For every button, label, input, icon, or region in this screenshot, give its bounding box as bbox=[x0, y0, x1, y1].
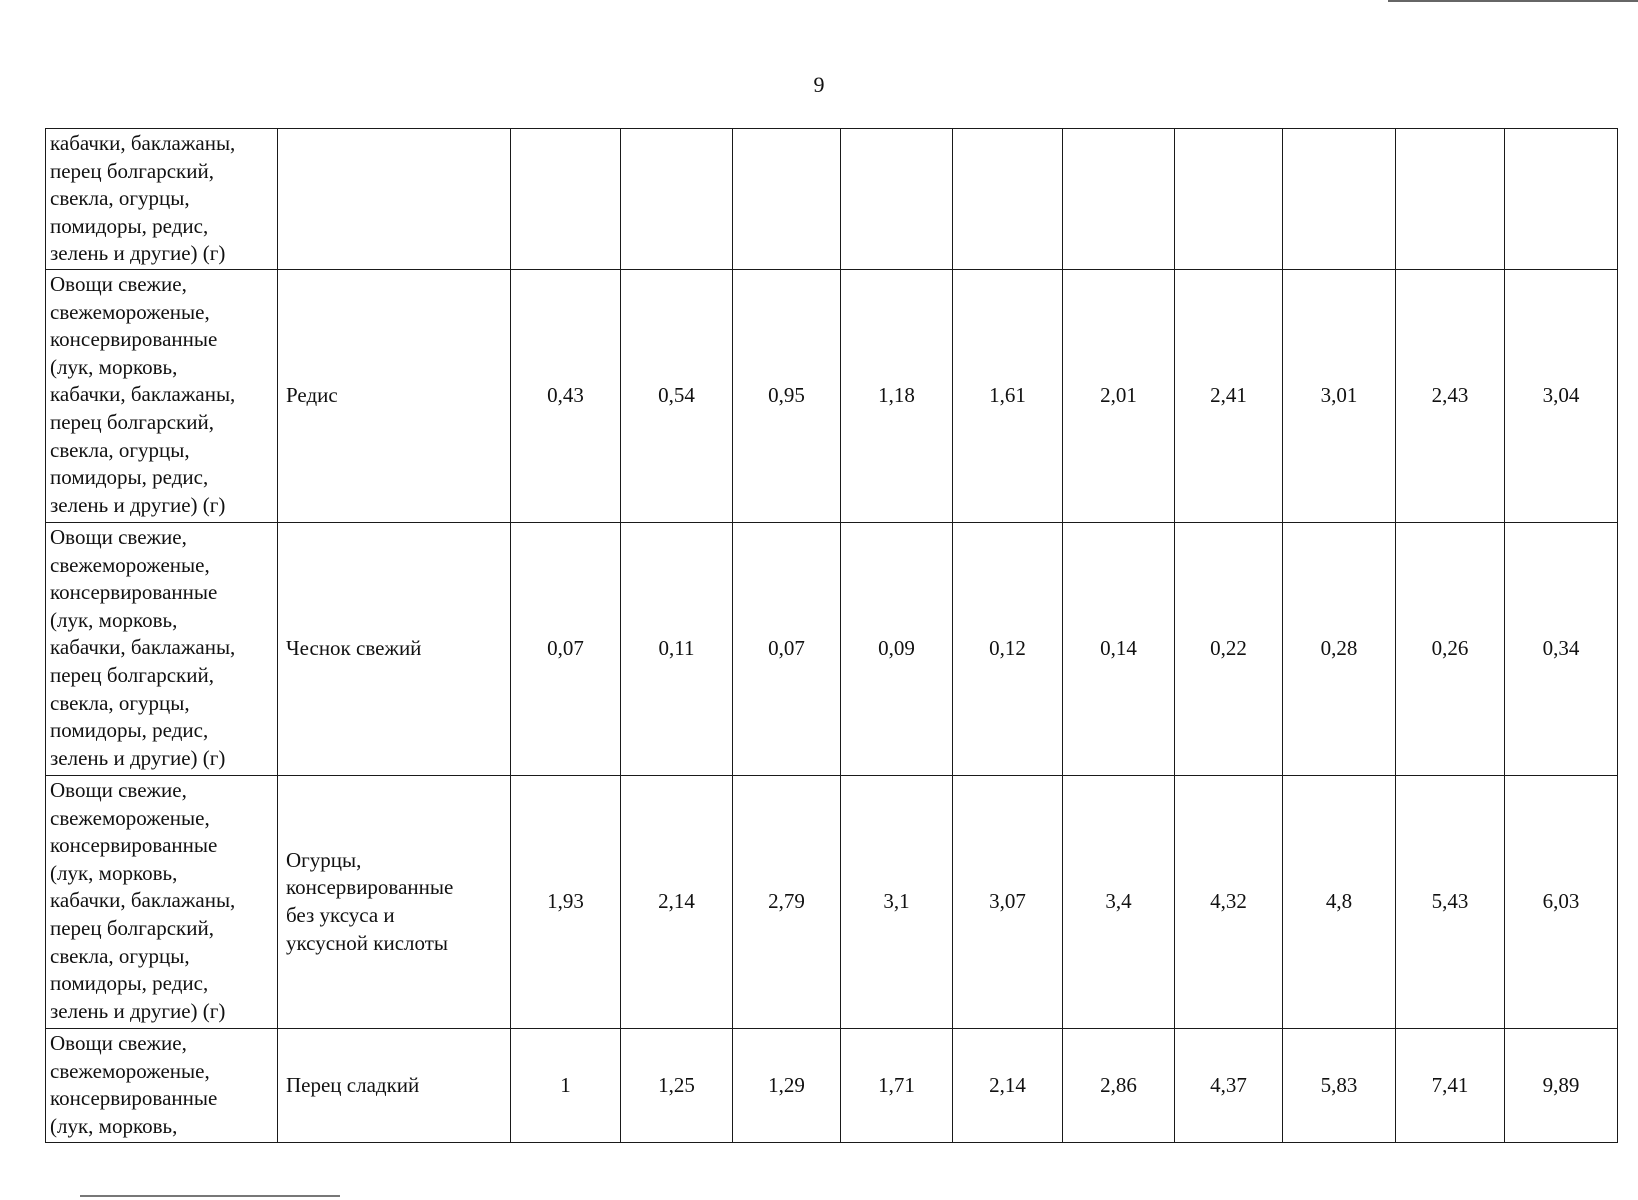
category-cell bbox=[46, 269, 278, 522]
value-cell: 1,93 bbox=[511, 775, 621, 1028]
product-name: Перец сладкий bbox=[286, 1072, 420, 1097]
value-cell: 3,07 bbox=[953, 775, 1063, 1028]
value-cell: 2,14 bbox=[953, 1028, 1063, 1142]
value-cell bbox=[841, 129, 953, 270]
value-cell bbox=[1175, 129, 1283, 270]
value-cell: 4,8 bbox=[1283, 775, 1396, 1028]
category-text: Овощи свежие, свежемороженые, консервированные (лук, морковь, кабачки, баклажаны, перец болгарский, свекла, огурцы, помидоры, редис, зелень и другие) (г) bbox=[50, 777, 236, 1023]
scan-edge-mark bbox=[1388, 0, 1638, 2]
table-container bbox=[45, 128, 1618, 1143]
value-cell: 4,37 bbox=[1175, 1028, 1283, 1142]
page-number: 9 bbox=[813, 72, 825, 97]
product-name-cell bbox=[278, 1028, 511, 1142]
category-cell bbox=[46, 522, 278, 775]
vegetables-table bbox=[45, 128, 1618, 1143]
value-cell: 1,25 bbox=[621, 1028, 733, 1142]
value-cell: 4,32 bbox=[1175, 775, 1283, 1028]
product-name-cell bbox=[278, 269, 511, 522]
value-cell: 0,11 bbox=[621, 522, 733, 775]
value-cell: 7,41 bbox=[1396, 1028, 1505, 1142]
value-cell: 0,14 bbox=[1063, 522, 1175, 775]
value-cell: 2,86 bbox=[1063, 1028, 1175, 1142]
value-cell: 9,89 bbox=[1505, 1028, 1618, 1142]
value-cell: 2,79 bbox=[733, 775, 841, 1028]
value-cell bbox=[953, 129, 1063, 270]
product-name: Огурцы, консервированные без уксуса и уксусной кислоты bbox=[286, 847, 454, 955]
value-cell: 0,09 bbox=[841, 522, 953, 775]
product-name-cell bbox=[278, 775, 511, 1028]
value-cell: 1,29 bbox=[733, 1028, 841, 1142]
value-cell bbox=[1505, 129, 1618, 270]
value-cell bbox=[511, 129, 621, 270]
value-cell bbox=[621, 129, 733, 270]
table-row bbox=[46, 522, 1618, 775]
value-cell bbox=[1396, 129, 1505, 270]
category-cell bbox=[46, 1028, 278, 1142]
value-cell: 0,26 bbox=[1396, 522, 1505, 775]
value-cell: 3,04 bbox=[1505, 269, 1618, 522]
value-cell: 6,03 bbox=[1505, 775, 1618, 1028]
value-cell bbox=[1283, 129, 1396, 270]
value-cell: 0,28 bbox=[1283, 522, 1396, 775]
value-cell: 1,71 bbox=[841, 1028, 953, 1142]
value-cell: 1,61 bbox=[953, 269, 1063, 522]
table-row bbox=[46, 1028, 1618, 1142]
table-row bbox=[46, 775, 1618, 1028]
value-cell: 0,07 bbox=[733, 522, 841, 775]
table-row bbox=[46, 269, 1618, 522]
value-cell: 2,01 bbox=[1063, 269, 1175, 522]
value-cell: 5,83 bbox=[1283, 1028, 1396, 1142]
table-row bbox=[46, 129, 1618, 270]
product-name-cell bbox=[278, 129, 511, 270]
value-cell: 0,07 bbox=[511, 522, 621, 775]
value-cell: 2,14 bbox=[621, 775, 733, 1028]
value-cell: 0,54 bbox=[621, 269, 733, 522]
value-cell bbox=[1063, 129, 1175, 270]
value-cell: 0,43 bbox=[511, 269, 621, 522]
value-cell: 3,01 bbox=[1283, 269, 1396, 522]
value-cell: 3,4 bbox=[1063, 775, 1175, 1028]
category-text: Овощи свежие, свежемороженые, консервированные (лук, морковь, кабачки, баклажаны, перец болгарский, свекла, огурцы, помидоры, редис, зелень и другие) (г) bbox=[50, 271, 236, 517]
product-name: Редис bbox=[286, 383, 338, 408]
category-text: Овощи свежие, свежемороженые, консервированные (лук, морковь, кабачки, баклажаны, перец болгарский, свекла, огурцы, помидоры, редис, зелень и другие) (г) bbox=[50, 524, 236, 770]
product-name: Чеснок свежий bbox=[286, 636, 422, 661]
value-cell: 1,18 bbox=[841, 269, 953, 522]
value-cell: 0,12 bbox=[953, 522, 1063, 775]
value-cell: 0,22 bbox=[1175, 522, 1283, 775]
product-name-cell bbox=[278, 522, 511, 775]
category-text: кабачки, баклажаны, перец болгарский, свекла, огурцы, помидоры, редис, зелень и другие) (г) bbox=[50, 131, 236, 266]
value-cell: 0,95 bbox=[733, 269, 841, 522]
value-cell: 2,43 bbox=[1396, 269, 1505, 522]
value-cell: 1 bbox=[511, 1028, 621, 1142]
category-text: Овощи свежие, свежемороженые, консервированные (лук, морковь, bbox=[50, 1030, 218, 1138]
value-cell: 0,34 bbox=[1505, 522, 1618, 775]
value-cell bbox=[733, 129, 841, 270]
category-cell bbox=[46, 129, 278, 270]
scan-edge-mark bbox=[80, 1195, 340, 1197]
value-cell: 5,43 bbox=[1396, 775, 1505, 1028]
value-cell: 2,41 bbox=[1175, 269, 1283, 522]
category-cell bbox=[46, 775, 278, 1028]
value-cell: 3,1 bbox=[841, 775, 953, 1028]
